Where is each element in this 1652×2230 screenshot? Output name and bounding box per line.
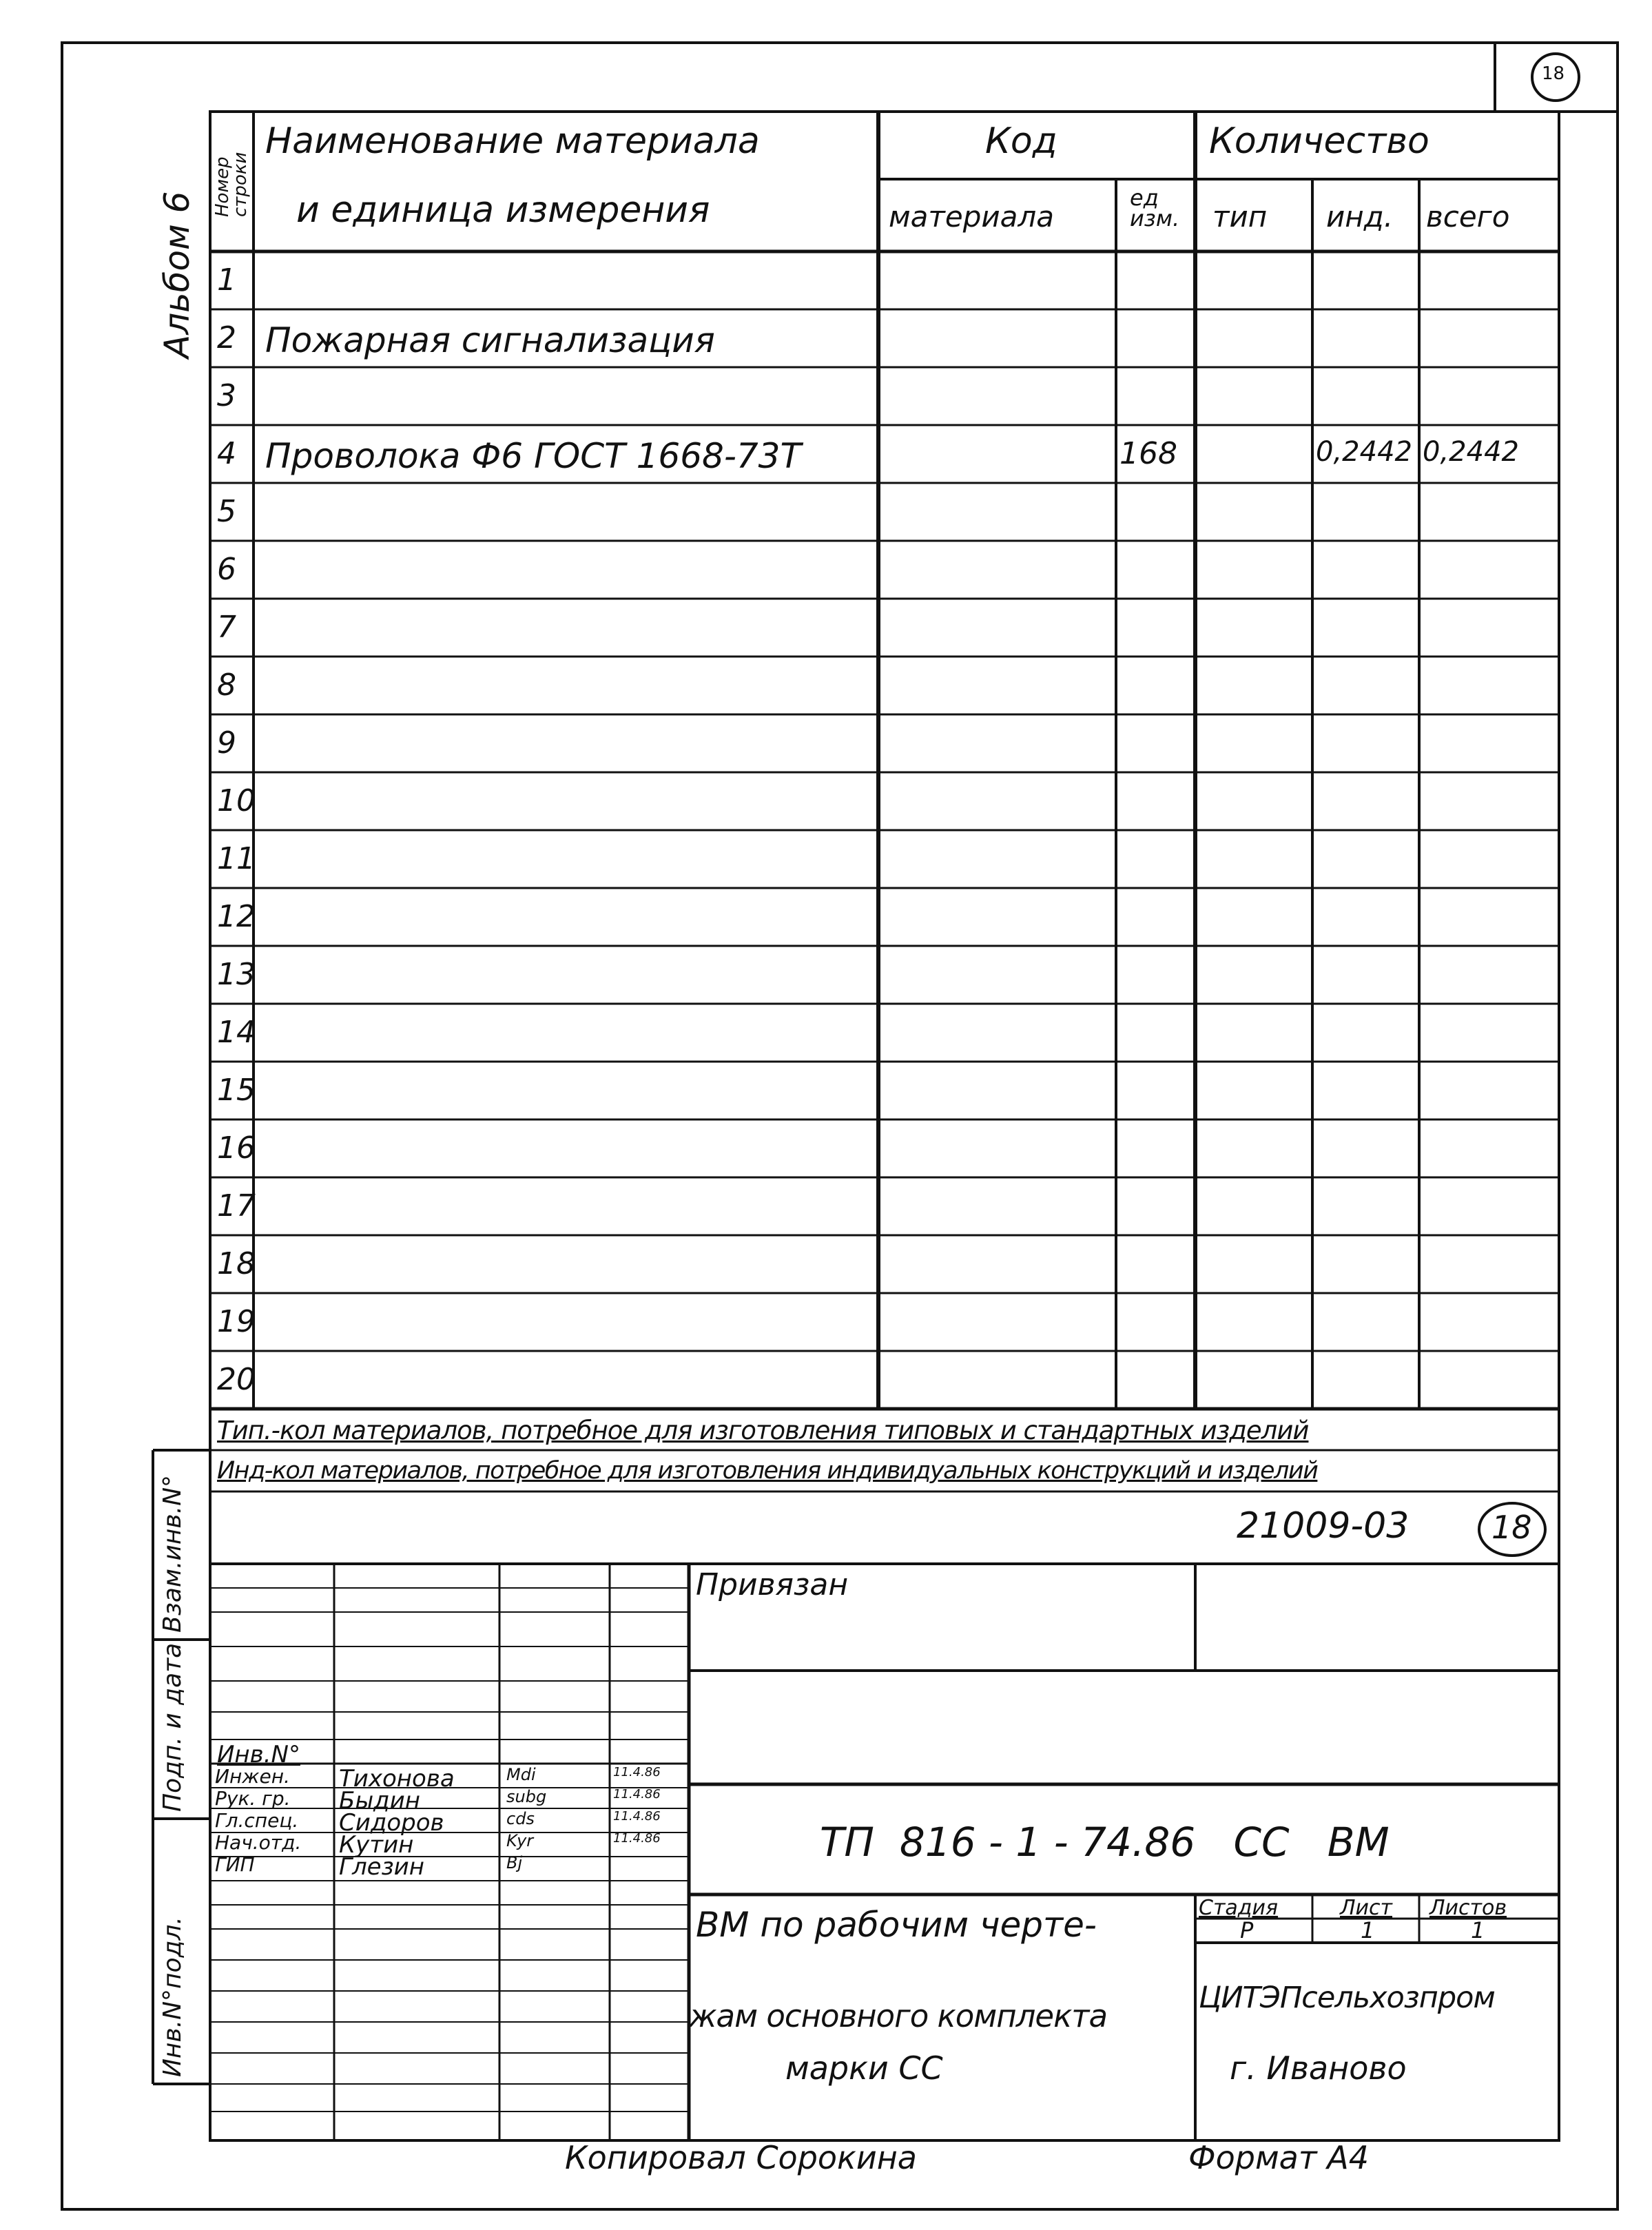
stamp-designation: ТП 816 - 1 - 74.86 СС ВМ	[820, 1819, 1390, 1866]
table-row	[210, 657, 1559, 714]
signer-signature: Mdi	[506, 1765, 536, 1784]
header-qty-typ: тип	[1212, 200, 1268, 234]
row-name: Пожарная сигнализация	[265, 320, 715, 360]
stamp-org-line2: г. Иваново	[1230, 2050, 1407, 2087]
header-name-line2: и единица измерения	[296, 189, 710, 231]
table-row	[210, 483, 1559, 541]
signer-signature: cds	[506, 1809, 535, 1828]
footer-format: Формат А4	[1188, 2139, 1369, 2176]
signer-name: Тихонова	[339, 1765, 455, 1793]
signer-role: Нач.отд.	[215, 1831, 302, 1854]
side-label-vzam: Взам.инв.N°	[158, 1474, 187, 1633]
table-row	[210, 1177, 1559, 1235]
stamp-title-line2: жам основного комплекта	[689, 1998, 1108, 2034]
stamp-title-line1: ВМ по рабочим черте-	[696, 1905, 1097, 1945]
row-number: 19	[217, 1304, 256, 1339]
stamp-sheet: 1	[1361, 1917, 1375, 1943]
row-number: 13	[217, 957, 256, 992]
row-name: Проволока Ф6 ГОСТ 1668-73Т	[265, 436, 802, 476]
album-label: Альбом 6	[157, 191, 197, 358]
row-number: 5	[217, 494, 236, 529]
table-row	[210, 830, 1559, 888]
row-number: 10	[217, 783, 256, 818]
signer-signature: Bj	[506, 1853, 523, 1872]
signer-date: 11.4.86	[613, 1787, 661, 1801]
row-number: 6	[217, 552, 236, 587]
header-code-material: материала	[889, 200, 1055, 234]
row-number: 3	[217, 378, 236, 413]
row-number: 17	[217, 1188, 256, 1224]
stamp-sheets: 1	[1471, 1917, 1485, 1943]
header-qty-total: всего	[1426, 200, 1510, 234]
doc-code-circled: 18	[1491, 1509, 1532, 1546]
page-number: 18	[1542, 63, 1565, 84]
row-number: 16	[217, 1131, 256, 1166]
row-unit: 168	[1119, 436, 1177, 471]
signer-name: Глезин	[339, 1853, 424, 1881]
doc-code: 21009-03	[1237, 1505, 1410, 1547]
table-row	[210, 888, 1559, 946]
row-number: 2	[217, 320, 236, 355]
row-number: 7	[217, 610, 236, 645]
table-row	[210, 1062, 1559, 1119]
signer-role: Рук. гр.	[215, 1787, 291, 1810]
stamp-stage: Р	[1240, 1917, 1254, 1943]
table-row	[210, 714, 1559, 772]
stamp-stage-label: Стадия	[1199, 1896, 1279, 1920]
row-number: 4	[217, 436, 236, 471]
row-number: 14	[217, 1015, 256, 1050]
signer-date: 11.4.86	[613, 1809, 661, 1824]
row-ind: 0,2442	[1316, 436, 1412, 468]
side-label-podp: Подп. и дата	[158, 1642, 187, 1812]
table-row	[210, 425, 1559, 483]
table-row	[210, 1351, 1559, 1409]
header-name-line1: Наименование материала	[265, 121, 760, 162]
signer-name: Сидоров	[339, 1809, 444, 1837]
signer-date: 11.4.86	[613, 1765, 661, 1779]
table-row	[210, 541, 1559, 599]
signer-date: 11.4.86	[613, 1831, 661, 1846]
stamp-org-line1: ЦИТЭПсельхозпром	[1199, 1981, 1495, 2015]
signer-name: Быдин	[339, 1787, 421, 1815]
row-number: 20	[217, 1362, 256, 1397]
signer-signature: subg	[506, 1787, 547, 1806]
header-row-number: Номер строки	[212, 152, 251, 217]
signer-role: Гл.спец.	[215, 1809, 299, 1832]
row-number: 11	[217, 841, 256, 876]
table-row	[210, 946, 1559, 1004]
row-number: 1	[217, 262, 236, 298]
row-number: 15	[217, 1073, 256, 1108]
stamp-privyazan: Привязан	[696, 1567, 849, 1602]
note-typ: Тип.-кол материалов, потребное для изготовления типовых и стандартных изделий	[217, 1416, 1309, 1445]
table-row	[210, 599, 1559, 657]
table-row	[210, 367, 1559, 425]
signer-role: ГИП	[215, 1853, 255, 1876]
stamp-title-line3: марки СС	[785, 2050, 943, 2087]
footer-copied: Копировал Сорокина	[565, 2139, 917, 2176]
row-number: 9	[217, 725, 236, 761]
header-code-unit: ед изм.	[1130, 185, 1180, 231]
row-number: 12	[217, 899, 256, 934]
signer-signature: Kyr	[506, 1831, 534, 1850]
row-total: 0,2442	[1423, 436, 1519, 468]
stamp-sheets-label: Листов	[1429, 1896, 1507, 1920]
header-code: Код	[985, 121, 1057, 162]
table-row	[210, 309, 1559, 367]
table-row	[210, 772, 1559, 830]
table-row	[210, 1293, 1559, 1351]
row-number: 8	[217, 668, 236, 703]
table-row	[210, 1004, 1559, 1062]
signer-role: Инжен.	[215, 1765, 290, 1788]
row-number: 18	[217, 1246, 256, 1281]
table-row	[210, 1235, 1559, 1293]
header-quantity: Количество	[1209, 121, 1429, 162]
header-qty-ind: инд.	[1326, 200, 1394, 234]
stamp-inv-no: Инв.N°	[217, 1741, 300, 1768]
side-label-inv: Инв.N°подл.	[158, 1917, 187, 2077]
note-ind: Инд-кол материалов, потребное для изготовления индивидуальных конструкций и изделий	[217, 1457, 1318, 1485]
stamp-sheet-label: Лист	[1340, 1896, 1393, 1920]
table-row	[210, 251, 1559, 309]
signer-name: Кутин	[339, 1831, 414, 1859]
table-row	[210, 1119, 1559, 1177]
